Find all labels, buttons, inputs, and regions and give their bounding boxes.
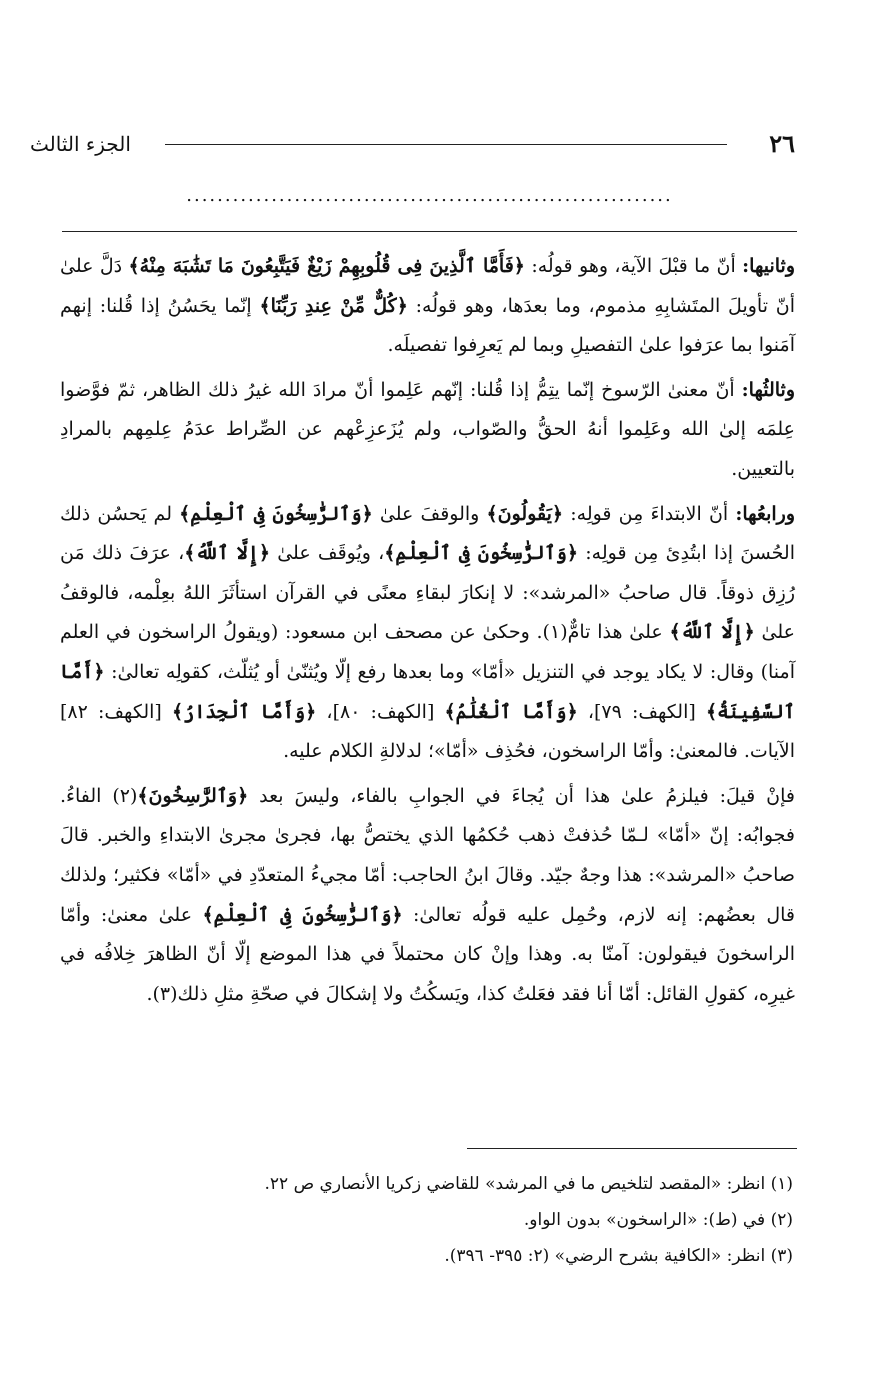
- text-run: إنّما يحَسُنُ إذا قُلنا: إنهم آمَنوا بما عرَفوا علىٰ التفصيلِ وبما لم يَعرِفوا تفصيلَه.: [60, 294, 795, 357]
- main-text: [60, 247, 795, 1019]
- footnote: (٣) انظر: «الكافية بشرح الرضي» (٢: ٣٩٥- ٣٩٦).: [444, 1246, 793, 1266]
- quran-quote: ﴿وَٱلرَّٰسِخُونَ فِى ٱلْعِلْمِ﴾: [384, 542, 579, 565]
- page-number: ٢٦: [769, 129, 795, 158]
- text-run: والوقفَ علىٰ: [372, 502, 487, 525]
- paragraph: [60, 371, 795, 490]
- quran-quote: ﴿كُلٌّ مِّنْ عِندِ رَبِّنَا﴾: [259, 294, 408, 317]
- text-run: [الكهف: ٨٠]،: [316, 700, 445, 723]
- footnote: (١) انظر: «المقصد لتلخيص ما في المرشد» للقاضي زكريا الأنصاري ص ٢٢.: [264, 1174, 793, 1194]
- text-run: [الكهف: ٧٩]،: [577, 700, 706, 723]
- text-run: أنّ معنىٰ الرّسوخ إنّما يتِمُّ إذا قُلنا: إنّهم عَلِموا أنّ مرادَ الله غيرُ ذلك الظاهر، ثمّ فوَّضوا عِلمَه إلىٰ الله وعَلِموا أنهُ الحقُّ والصّواب، ولم يُزَعزِعْهم عن الصِّراط عدَمُ عِلمِهم بالمرادِ بالتعيين.: [60, 378, 795, 480]
- paragraph: [60, 777, 795, 1015]
- footnote: (٢) في (ط): «الراسخون» بدون الواو.: [523, 1210, 793, 1230]
- footnote-rule: [467, 1148, 797, 1149]
- text-run: ، عرَفَ ذلك مَن رُزِق ذوقاً. قال صاحبُ «المرشد»: لا إنكارَ لبقاءِ معنًى في القرآن استأثَرَ اللهُ بعِلْمه، فالوقفُ علىٰ: [60, 542, 795, 644]
- footnotes: [93, 1166, 793, 1274]
- page-header: [30, 128, 795, 160]
- text-run: علىٰ معنىٰ: وأمّا الراسخونَ فيقولون: آمنّا به. وهذا وإنْ كان محتملاً في هذا الموضع إلّا أنّ الظاهرَ خِلافُه في غيرِه، كقولِ القائل: أمّا أنا فقد فعَلتُ كذا، ويَسكُتُ ولا إشكالَ في صحّةِ مثلِ ذلك(٣).: [60, 903, 795, 1005]
- text-run: (٢) الفاءُ. فجوابُه: إنّ «أمّا» لـمّا حُذفتْ ذهب حُكمُها الذي يختصُّ بها، فجرىٰ مجرىٰ الابتداءِ والخبر. قالَ صاحبُ «المرشد»: هذا وجهٌ جيّد. وقالَ ابنُ الحاجب: أمّا مجيءُ المتعدّدِ في «أمّا» فكثير؛ ولذلك قال بعضُهم: إنه لازم، وحُمِل عليه قولُه تعالىٰ:: [60, 784, 796, 926]
- text-run: أنّ الابتداءَ مِن قولِه:: [563, 502, 736, 525]
- quran-quote: ﴿وَٱلرَّٰسِخُونَ فِى ٱلْعِلْمِ﴾: [179, 502, 373, 525]
- header-rule: [165, 144, 727, 145]
- text-run: لم يَحسُن ذلك الحُسنَ إذا ابتُدِئ مِن قولِه:: [60, 502, 795, 565]
- quran-quote: ﴿إِلَّا ٱللَّهُ﴾: [184, 542, 270, 565]
- quran-quote: ﴿فَأَمَّا ٱلَّذِينَ فِى قُلُوبِهِمْ زَيْغٌ فَيَتَّبِعُونَ مَا تَشَٰبَهَ مِنْهُ﴾: [128, 255, 525, 277]
- quran-quote: ﴿وَٱلرَّٰسِخُونَ﴾: [137, 784, 249, 807]
- quran-quote: ﴿وَٱلرَّٰسِخُونَ فِى ٱلْعِلْمِ﴾: [202, 903, 403, 926]
- text-run: فإنْ قيلَ: فيلزمُ علىٰ هذا أن يُجاءَ في الجوابِ بالفاء، وليسَ بعد: [248, 784, 795, 807]
- paragraph-lead: وثانيها:: [742, 255, 796, 277]
- text-run: دَلَّ علىٰ أنّ تأويلَ المتَشابِهِ مذموم، وما بعدَها، وهو قولُه:: [60, 255, 795, 317]
- text-run: ، ويُوقَف علىٰ: [269, 542, 385, 565]
- quran-quote: ﴿إِلَّا ٱللَّهُ﴾: [669, 621, 755, 644]
- top-rule: [62, 231, 797, 232]
- separator-dots: ...............................................................: [186, 186, 673, 206]
- running-title: الجزء الثالث: [30, 132, 131, 156]
- paragraph-lead: وثالثُها:: [741, 378, 795, 401]
- quran-quote: ﴿يَقُولُونَ﴾: [486, 502, 564, 525]
- text-run: أنّ ما قبْلَ الآية، وهو قولُه:: [524, 255, 743, 277]
- paragraph: [60, 495, 795, 772]
- quran-quote: ﴿وَأَمَّا ٱلْجِدَارُ﴾: [171, 700, 317, 723]
- paragraph-lead: ورابعُها:: [735, 502, 796, 525]
- quran-quote: ﴿وَأَمَّا ٱلْغُلَٰمُ﴾: [444, 700, 578, 723]
- paragraph: [60, 247, 795, 366]
- text-run: علىٰ هذا تامٌّ(١). وحكىٰ عن مصحف ابن مسعود: (ويقولُ الراسخون في العلم آمنا) وقال: لا يكاد يوجد في التنزيل «أمّا» وما بعدها رفع إلّا ويُثنّىٰ أو يُثلّث، كقولِه تعالىٰ:: [60, 621, 795, 683]
- text-run: [الكهف: ٨٢] الآيات. فالمعنىٰ: وأمّا الراسخون، فحُذِف «أمّا»؛ لدلالةِ الكلام عليه.: [60, 700, 795, 763]
- quran-quote: ﴿أَمَّا ٱلسَّفِينَةُ﴾: [60, 660, 795, 723]
